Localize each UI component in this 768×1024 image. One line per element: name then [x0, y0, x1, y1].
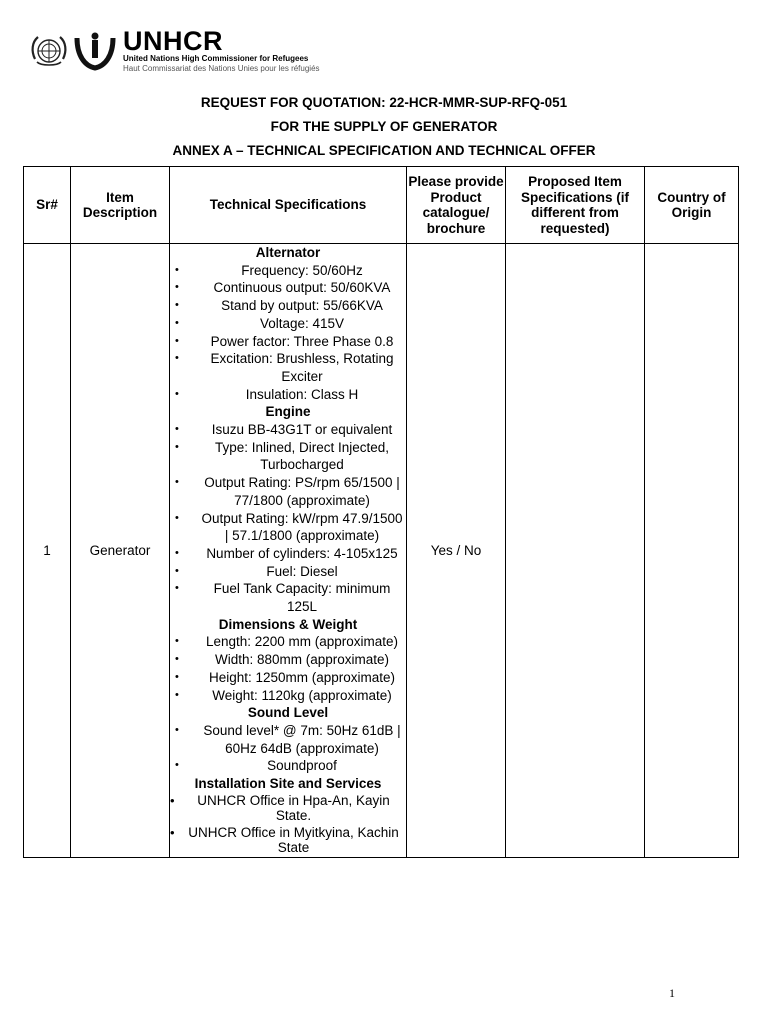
spec-list — [170, 421, 406, 616]
spec-list-item: • Number of cylinders: 4-105x125 — [170, 545, 406, 563]
spec-list — [170, 633, 406, 704]
spec-list-item: • Fuel Tank Capacity: minimum 125L — [170, 580, 406, 615]
header-item-description: Item Description — [71, 167, 170, 244]
spec-section-title: Dimensions & Weight — [218, 616, 358, 632]
spec-list — [170, 262, 406, 404]
spec-section-title: Installation Site and Services — [194, 776, 382, 792]
spec-list-item: • Power factor: Three Phase 0.8 — [170, 333, 406, 351]
spec-list-item: • Fuel: Diesel — [170, 563, 406, 581]
document-title: REQUEST FOR QUOTATION: 22-HCR-MMR-SUP-RFQ-051 — [200, 95, 568, 110]
spec-section-title: Engine — [265, 404, 311, 420]
unhcr-logo — [29, 28, 320, 74]
header-catalogue: Please provide Product catalogue/ brochure — [407, 167, 506, 244]
document-subtitle: FOR THE SUPPLY OF GENERATOR — [270, 119, 498, 134]
cell-technical-specifications — [170, 244, 407, 858]
spec-list-item: • Height: 1250mm (approximate) — [170, 669, 406, 687]
spec-list-item: • UNHCR Office in Hpa-An, Kayin State. — [170, 793, 406, 824]
annex-title: ANNEX A – TECHNICAL SPECIFICATION AND TECHNICAL OFFER — [172, 143, 596, 158]
spec-list-item: • Type: Inlined, Direct Injected, Turbocharged — [170, 439, 406, 474]
cell-sr: 1 — [24, 244, 71, 858]
brand-subtitle-fr: Haut Commissariat des Nations Unies pour les réfugiés — [123, 64, 320, 73]
table-header-row — [24, 167, 739, 244]
spec-list-item: • UNHCR Office in Myitkyina, Kachin State — [170, 825, 406, 856]
spec-list-item: • Weight: 1120kg (approximate) — [170, 687, 406, 705]
spec-list — [170, 793, 406, 856]
unhcr-hands-icon — [73, 30, 117, 72]
specification-table — [23, 166, 739, 858]
spec-list-item: • Length: 2200 mm (approximate) — [170, 633, 406, 651]
spec-list-item: • Voltage: 415V — [170, 315, 406, 333]
table-row — [24, 244, 739, 858]
cell-catalogue: Yes / No — [407, 244, 506, 858]
spec-list-item: • Soundproof — [170, 757, 406, 775]
spec-list-item: • Output Rating: PS/rpm 65/1500 | 77/1800 (approximate) — [170, 474, 406, 509]
header-proposed-specifications: Proposed Item Specifications (if different from requested) — [506, 167, 645, 244]
header-country-of-origin: Country of Origin — [645, 167, 739, 244]
cell-country-of-origin — [645, 244, 739, 858]
cell-item-description: Generator — [71, 244, 170, 858]
brand-name: UNHCR — [123, 26, 223, 56]
header-sr: Sr# — [24, 167, 71, 244]
spec-list-item: • Stand by output: 55/66KVA — [170, 297, 406, 315]
spec-list-item: • Output Rating: kW/rpm 47.9/1500 | 57.1/1800 (approximate) — [170, 510, 406, 545]
brand-subtitle-en: United Nations High Commissioner for Refugees — [123, 54, 309, 63]
cell-proposed-specifications — [506, 244, 645, 858]
spec-list — [170, 722, 406, 775]
spec-section-title: Sound Level — [247, 705, 329, 721]
spec-list-item: • Width: 880mm (approximate) — [170, 651, 406, 669]
spec-list-item: • Excitation: Brushless, Rotating Exciter — [170, 350, 406, 385]
page-number: 1 — [669, 986, 675, 1000]
header-technical-specifications: Technical Specifications — [170, 167, 407, 244]
spec-list-item: • Frequency: 50/60Hz — [170, 262, 406, 280]
spec-list-item: • Sound level* @ 7m: 50Hz 61dB | 60Hz 64dB (approximate) — [170, 722, 406, 757]
spec-list-item: • Continuous output: 50/60KVA — [170, 279, 406, 297]
spec-section-title: Alternator — [255, 245, 321, 260]
spec-list-item: • Isuzu BB-43G1T or equivalent — [170, 421, 406, 439]
un-emblem-icon — [29, 31, 69, 71]
spec-list-item: • Insulation: Class H — [170, 386, 406, 404]
